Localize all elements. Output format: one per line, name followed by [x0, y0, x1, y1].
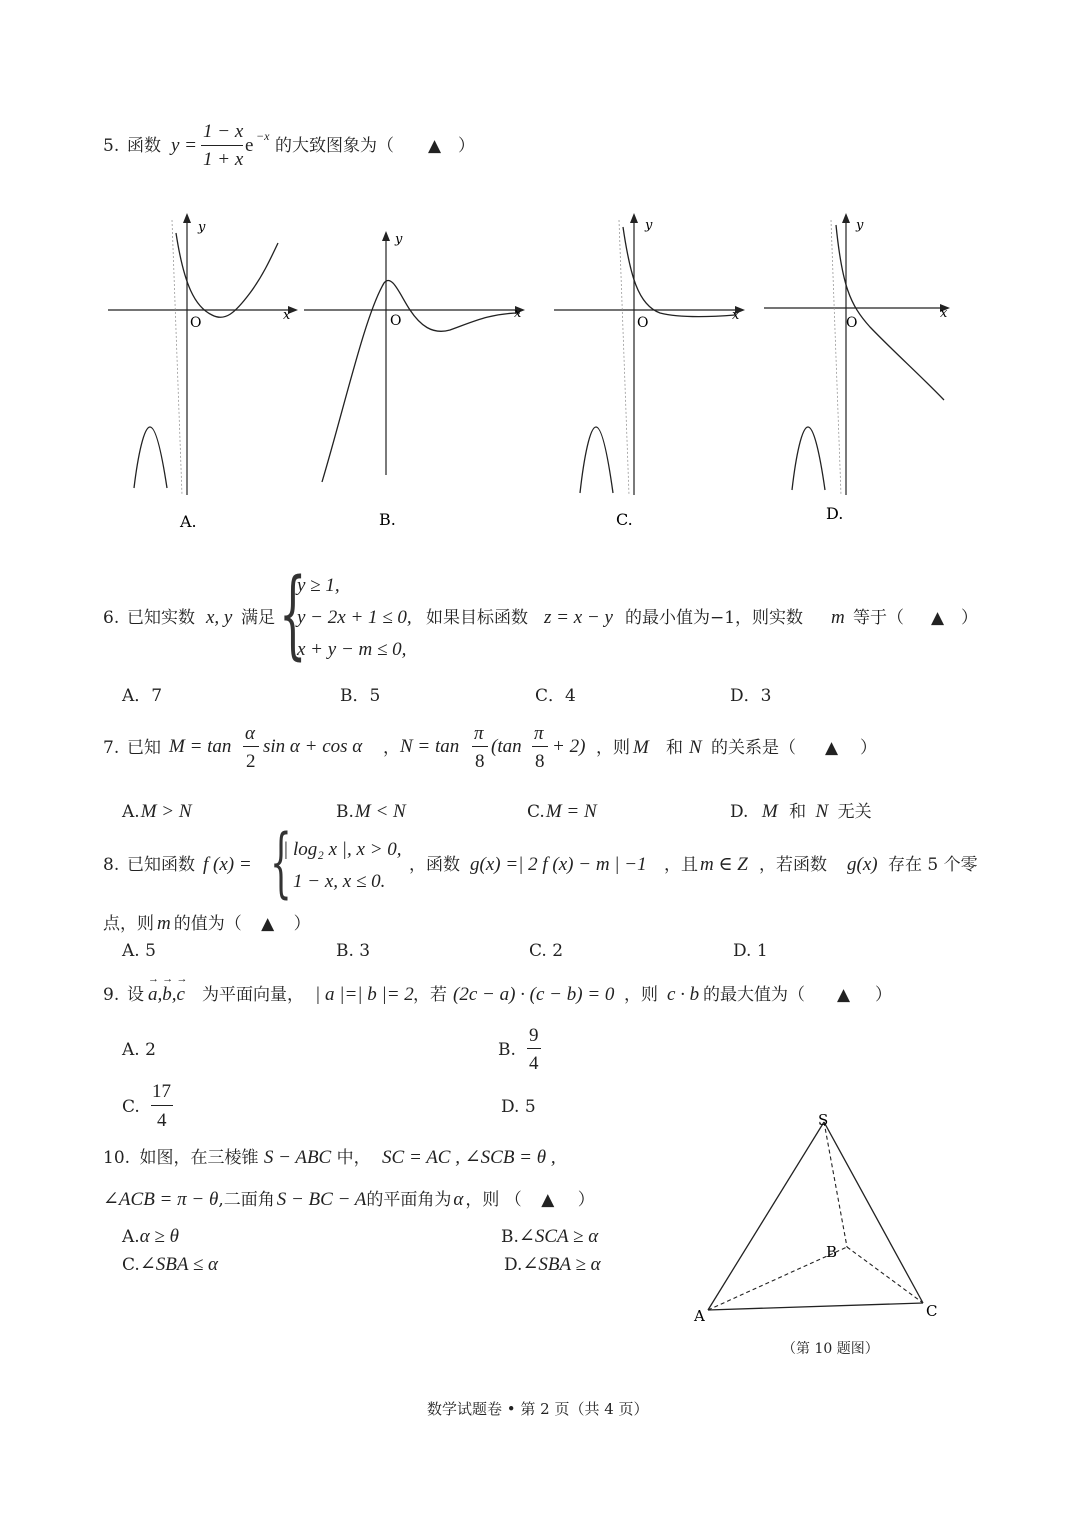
q9-mark: ▲ — [837, 985, 851, 1005]
q7-and: 和 — [666, 738, 683, 758]
q7-mark: ▲ — [825, 738, 839, 758]
label-B: B — [826, 1243, 838, 1261]
q10-number: 10. — [103, 1148, 131, 1168]
q10-option-b: B.∠SCA ≥ α — [501, 1226, 599, 1247]
q6-close: ） — [961, 608, 978, 628]
q5-graph-b — [300, 205, 530, 529]
q6-option-b: B．5 — [340, 686, 381, 706]
q5-exp-sup: −x — [256, 129, 270, 143]
q7-number: 7. — [103, 738, 120, 758]
q9-stem-mid: 为平面向量， — [202, 985, 304, 1005]
q6-option-d: D．3 — [730, 686, 772, 706]
q5-graph-c — [550, 205, 760, 529]
q6-objective: z = x − y — [544, 607, 613, 628]
q8-f: f (x) = — [203, 854, 252, 875]
x-label: x — [940, 306, 948, 321]
q5-frac-num: 1 − x — [203, 121, 244, 142]
q7-stem-post: ，则 — [596, 738, 630, 758]
y-axis-arrow — [842, 213, 850, 223]
q9-option-c: C. 17 4 — [122, 1081, 171, 1131]
y-axis-arrow — [183, 213, 191, 223]
x-label: x — [283, 308, 291, 323]
q9-stem-pre: 设 — [127, 985, 144, 1005]
q7-option-a: A.M > N — [122, 801, 192, 822]
origin-label: O — [190, 315, 202, 331]
label-C: C — [926, 1302, 938, 1320]
q5-close: ） — [458, 136, 475, 156]
label-S: S — [818, 1111, 829, 1129]
q5-stem-pre: 函数 — [127, 136, 161, 156]
q8-option-c: C. 2 — [529, 941, 564, 961]
q7-close: ） — [860, 738, 877, 758]
q7-alpha-num: α — [245, 723, 255, 744]
q9-cond: (2c − a) · (c − b) = 0 — [453, 984, 615, 1005]
y-label: y — [395, 232, 403, 247]
q7-stem-end: 的关系是（ — [711, 738, 796, 758]
q9-option-b: B. 9 4 — [498, 1026, 558, 1076]
q6-var-m: m — [831, 607, 845, 628]
q7-pi-2: π — [534, 723, 544, 744]
asymptote — [172, 220, 182, 495]
curve — [322, 280, 520, 482]
asymptote — [619, 220, 629, 495]
q7-m-rest: sin α + cos α — [263, 736, 363, 757]
q5-stem-post: 的大致图象为（ — [275, 136, 394, 156]
q8-stem-line2: 点，则 m 的值为（ ▲ ） — [103, 913, 311, 934]
q8-number: 8. — [103, 855, 120, 875]
curve-right — [623, 227, 735, 317]
q5-lhs: y = — [171, 135, 198, 156]
q8-brace: { — [270, 817, 292, 906]
q5-frac-bar — [201, 145, 243, 146]
q7-pi-1: π — [474, 723, 484, 744]
q7-n-close: + 2) — [552, 736, 586, 757]
q6-sys-3: x + y − m ≤ 0, — [297, 639, 407, 660]
q5-number: 5. — [103, 136, 120, 156]
q10-figure-caption: （第 10 题图） — [782, 1341, 879, 1357]
q7-option-b: B.M < N — [336, 801, 406, 822]
q6-mark: ▲ — [931, 608, 945, 628]
q9-vecs: → a,→ b,→ c — [148, 985, 185, 1004]
q9-stem-mid3: ，则 — [624, 985, 658, 1005]
q7-m-eq: M = tan — [169, 736, 232, 757]
q7-comma: ， — [383, 738, 400, 758]
q8-piece-1: | log₂ x |, x > 0, — [283, 839, 402, 860]
x-label: x — [732, 308, 740, 323]
q10-mark: ▲ — [541, 1190, 555, 1210]
q9-stem-post: 的最大值为（ — [703, 985, 805, 1005]
q8-option-d: D. 1 — [733, 941, 768, 961]
q9-norm: | a |=| b |= 2 — [315, 984, 414, 1005]
q7-M: M — [633, 737, 649, 758]
q5-frac-den: 1 + x — [203, 149, 244, 170]
edge-SC — [824, 1122, 923, 1303]
edge-AC — [708, 1303, 923, 1310]
q8-mark: ▲ — [261, 914, 275, 934]
curve-right — [836, 225, 944, 400]
q6-stem-post1: 如果目标函数 — [426, 608, 528, 628]
y-label: y — [198, 220, 206, 235]
q7-frac-bar-2 — [472, 746, 488, 747]
q9-number: 9. — [103, 985, 120, 1005]
q6-option-a: A．7 — [122, 686, 163, 706]
q7-two: 2 — [246, 751, 256, 772]
label-A: A — [694, 1307, 705, 1325]
q8-option-a: A. 5 — [122, 941, 156, 961]
q9-option-a: A. 2 — [122, 1040, 156, 1060]
q10-option-c: C.∠SBA ≤ α — [122, 1254, 219, 1275]
q9-option-d: D. 5 — [501, 1097, 536, 1117]
origin-label: O — [637, 315, 649, 331]
q8-tail: 存在 5 个零 — [888, 855, 978, 875]
q10-option-a: A.α ≥ θ — [122, 1226, 179, 1247]
q6-sys-2: y − 2x + 1 ≤ 0, — [297, 607, 412, 628]
origin-label: O — [846, 315, 858, 331]
q10-stem-line2: ∠ACB = π − θ,二面角 S − BC − A的平面角为 α ，则 （ ▲ ） — [103, 1189, 595, 1210]
q10-pyramid-figure — [690, 1105, 960, 1355]
q8-mid3: ，若函数 — [759, 855, 827, 875]
origin-label: O — [390, 313, 402, 329]
edge-BC — [847, 1247, 923, 1303]
q9-target: c · b — [667, 984, 700, 1005]
q8-piece-2: 1 − x, x ≤ 0. — [293, 871, 386, 892]
q8-stem-pre: 已知函数 — [127, 855, 195, 875]
q9-stem — [103, 984, 903, 1010]
q6-stem-post3: 等于（ — [853, 608, 904, 628]
asymptote — [831, 220, 841, 495]
page-footer: 数学试题卷 • 第 2 页（共 4 页） — [427, 1400, 649, 1418]
q8-stem — [103, 817, 983, 906]
q6-stem-pre: 已知实数 — [127, 608, 195, 628]
q8-mid1: ，函数 — [409, 855, 460, 875]
q9-close: ） — [875, 985, 892, 1005]
option-label-a: A. — [180, 512, 197, 531]
q8-mid2: ，且 — [664, 855, 698, 875]
y-label: y — [645, 218, 653, 233]
curve-left — [580, 427, 613, 493]
curve-left — [792, 427, 825, 490]
q5-mark: ▲ — [428, 136, 442, 156]
edge-SA — [708, 1122, 824, 1310]
q10-stem-line1: 10. 如图，在三棱锥 S − ABC 中， SC = AC , ∠SCB = θ , — [103, 1147, 556, 1168]
q10-option-d: D.∠SBA ≥ α — [504, 1254, 601, 1275]
q7-option-c: C.M = N — [527, 801, 597, 822]
q6-stem — [103, 558, 983, 670]
q6-brace: { — [279, 558, 307, 670]
q8-option-b: B. 3 — [336, 941, 371, 961]
y-axis-arrow — [630, 213, 638, 223]
q8-gx: g(x) — [847, 854, 878, 875]
option-label-c: C. — [616, 510, 633, 529]
q7-option-d: D. M 和 N 无关 — [730, 801, 872, 822]
q6-sys-1: y ≥ 1, — [297, 575, 340, 596]
q7-n-open: (tan — [491, 736, 522, 757]
q8-cond: m ∈ Z — [700, 854, 748, 875]
option-label-b: B. — [379, 510, 396, 529]
edge-SB — [824, 1122, 847, 1247]
q5-exp-base: e — [245, 135, 254, 156]
y-label: y — [856, 218, 864, 233]
q5-graph-a — [100, 205, 300, 531]
y-axis-arrow — [382, 231, 390, 241]
q7-eight-1: 8 — [475, 751, 485, 772]
curve-left — [134, 427, 167, 488]
q7-eight-2: 8 — [535, 751, 545, 772]
q6-stem-mid: 满足 — [241, 608, 275, 628]
curve-right — [176, 233, 278, 317]
q5-graph-d — [760, 205, 960, 525]
q7-stem — [103, 722, 903, 778]
q7-n-eq: N = tan — [400, 736, 460, 757]
q6-stem-post2: 的最小值为−1，则实数 — [625, 608, 804, 628]
q6-number: 6. — [103, 608, 120, 628]
q10-close: ） — [577, 1190, 595, 1210]
x-label: x — [514, 306, 522, 321]
q7-frac-bar-3 — [532, 746, 548, 747]
q7-frac-bar-1 — [243, 746, 259, 747]
q8-close: ） — [293, 914, 311, 934]
q7-N: N — [689, 737, 702, 758]
q6-vars: x, y — [206, 607, 233, 628]
option-label-d: D. — [826, 504, 844, 523]
q6-option-c: C．4 — [535, 686, 576, 706]
q7-stem-pre: 已知 — [127, 738, 161, 758]
q9-stem-mid2: ，若 — [413, 985, 447, 1005]
q8-g: g(x) =| 2 f (x) − m | −1 — [470, 854, 647, 875]
